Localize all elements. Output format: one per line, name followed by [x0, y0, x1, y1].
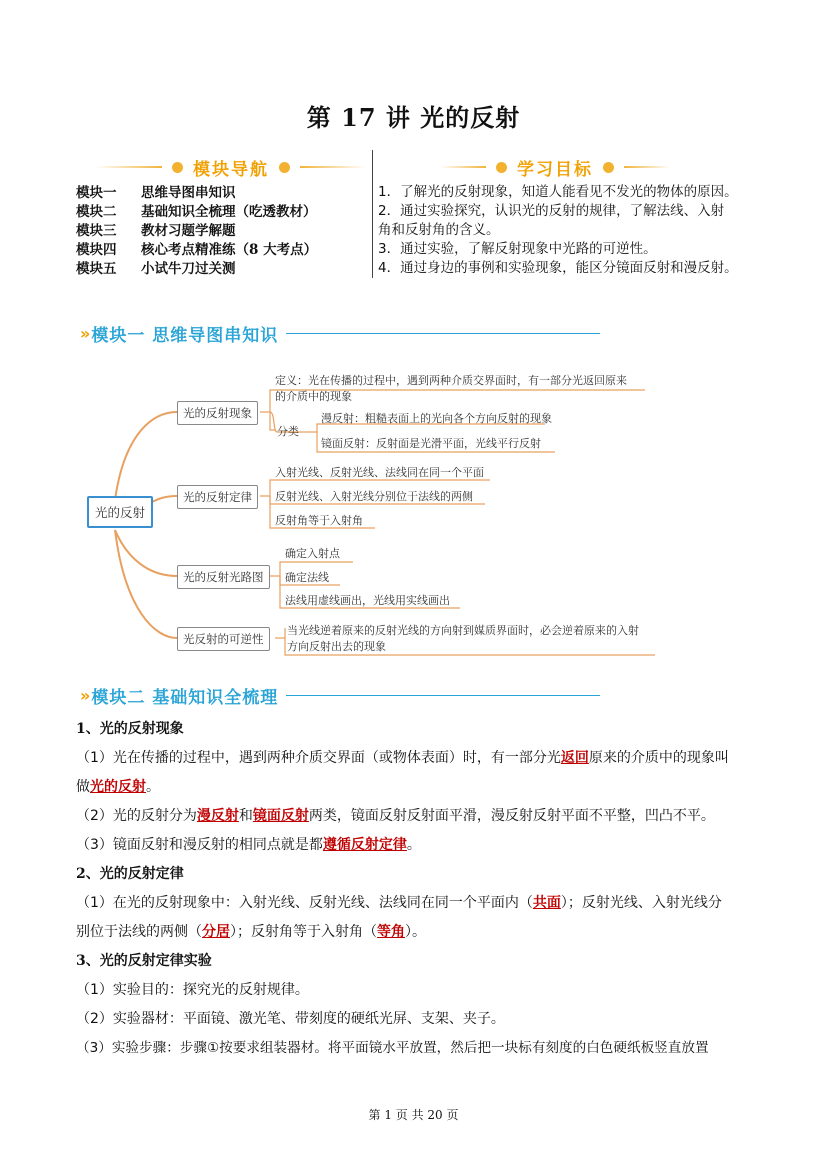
double-chevron-icon: »: [80, 323, 88, 343]
double-chevron-icon: »: [80, 685, 88, 705]
nav-heading-label: 模块导航: [193, 159, 269, 180]
learning-goals-list: [378, 183, 758, 278]
goal-item: 1．了解光的反射现象，知道人能看见不发光的物体的原因。: [378, 184, 738, 200]
mind-map-leaf: 镜面反射：反射面是光滑平面，光线平行反射: [321, 437, 541, 450]
paragraph: （3）镜面反射和漫反射的相同点就是都遵循反射定律。: [76, 837, 421, 853]
mind-map-leaf: 反射光线、入射光线分别位于法线的两侧: [275, 490, 473, 503]
mind-map-root: 光的反射: [87, 496, 153, 528]
paragraph: 做光的反射。: [76, 779, 160, 795]
dot-icon: [603, 162, 614, 173]
mind-map-leaf: 方向反射出去的现象: [287, 640, 386, 653]
module2-body: [76, 715, 756, 1063]
mind-map-leaf: 入射光线、反射光线、法线同在同一个平面: [275, 466, 484, 479]
mind-map-branch: 光的反射定律: [177, 485, 258, 509]
section-heading: 1、光的反射现象: [76, 721, 184, 737]
dot-icon: [279, 162, 290, 173]
nav-item: 模块二 基础知识全梳理（吃透教材）: [76, 204, 317, 220]
goal-item: 4．通过身边的事例和实验现象，能区分镜面反射和漫反射。: [378, 260, 738, 276]
mind-map-branch: 光的反射光路图: [177, 565, 270, 589]
page-title: 第 17 讲 光的反射: [306, 103, 521, 132]
nav-item: 模块五 小试牛刀过关测: [76, 261, 236, 277]
goal-item: 角和反射角的含义。: [378, 222, 500, 238]
heading-rule: [286, 333, 600, 334]
dot-icon: [496, 162, 507, 173]
section-heading: 2、光的反射定律: [76, 866, 184, 882]
paragraph: （2）光的反射分为漫反射和镜面反射两类，镜面反射反射面平滑，漫反射反射平面不平整，凹凸不平。: [76, 808, 715, 824]
nav-item: 模块三 教材习题学解题: [76, 223, 236, 239]
goals-heading-label: 学习目标: [517, 159, 593, 180]
module2-heading: [80, 683, 600, 707]
dot-icon: [172, 162, 183, 173]
goals-heading: [440, 154, 670, 180]
paragraph: （2）实验器材：平面镜、激光笔、带刻度的硬纸光屏、支架、夹子。: [76, 1011, 505, 1027]
page-footer: 第 1 页 共 20 页: [368, 1108, 459, 1122]
heading-rule: [286, 695, 600, 696]
mind-map-branch: 光反射的可逆性: [177, 627, 270, 651]
nav-heading: [96, 154, 366, 180]
column-divider: [372, 150, 373, 278]
paragraph: （1）在光的反射现象中：入射光线、反射光线、法线同在同一个平面内（共面）；反射光线、入射光线分: [76, 895, 722, 911]
mind-map-leaf: 漫反射：粗糙表面上的光向各个方向反射的现象: [321, 412, 552, 425]
goal-item: 3．通过实验，了解反射现象中光路的可逆性。: [378, 241, 657, 257]
module-nav-list: [76, 184, 317, 279]
mind-map-branch: 光的反射现象: [177, 401, 258, 425]
nav-item: 模块一 思维导图串知识: [76, 185, 236, 201]
paragraph: 别位于法线的两侧（分居）；反射角等于入射角（等角）。: [76, 924, 426, 940]
mind-map-leaf: 法线用虚线画出，光线用实线画出: [285, 594, 450, 607]
mind-map-leaf: 的介质中的现象: [275, 390, 352, 403]
paragraph: （3）实验步骤：步骤①按要求组装器材。将平面镜水平放置，然后把一块标有刻度的白色硬纸板竖直放置: [76, 1040, 709, 1056]
goal-item: 2．通过实验探究，认识光的反射的规律，了解法线、入射: [378, 203, 725, 219]
module1-heading: [80, 321, 600, 345]
mind-map: [85, 370, 665, 660]
module1-title: 模块一 思维导图串知识: [91, 325, 279, 346]
module2-title: 模块二 基础知识全梳理: [91, 687, 279, 708]
mind-map-leaf: 反射角等于入射角: [275, 514, 363, 527]
mind-map-leaf: 确定入射点: [285, 547, 340, 560]
section-heading: 3、光的反射定律实验: [76, 953, 212, 969]
mind-map-leaf: 定义：光在传播的过程中，遇到两种介质交界面时，有一部分光返回原来: [275, 374, 627, 387]
mind-map-leaf: 分类: [277, 425, 299, 438]
mind-map-leaf: 当光线逆着原来的反射光线的方向射到媒质界面时，必会逆着原来的入射: [287, 624, 639, 637]
paragraph: （1）光在传播的过程中，遇到两种介质交界面（或物体表面）时，有一部分光返回原来的介质中的现象叫: [76, 750, 729, 766]
mind-map-leaf: 确定法线: [285, 571, 329, 584]
nav-item: 模块四 核心考点精准练（8 大考点）: [76, 242, 318, 258]
paragraph: （1）实验目的：探究光的反射规律。: [76, 982, 309, 998]
